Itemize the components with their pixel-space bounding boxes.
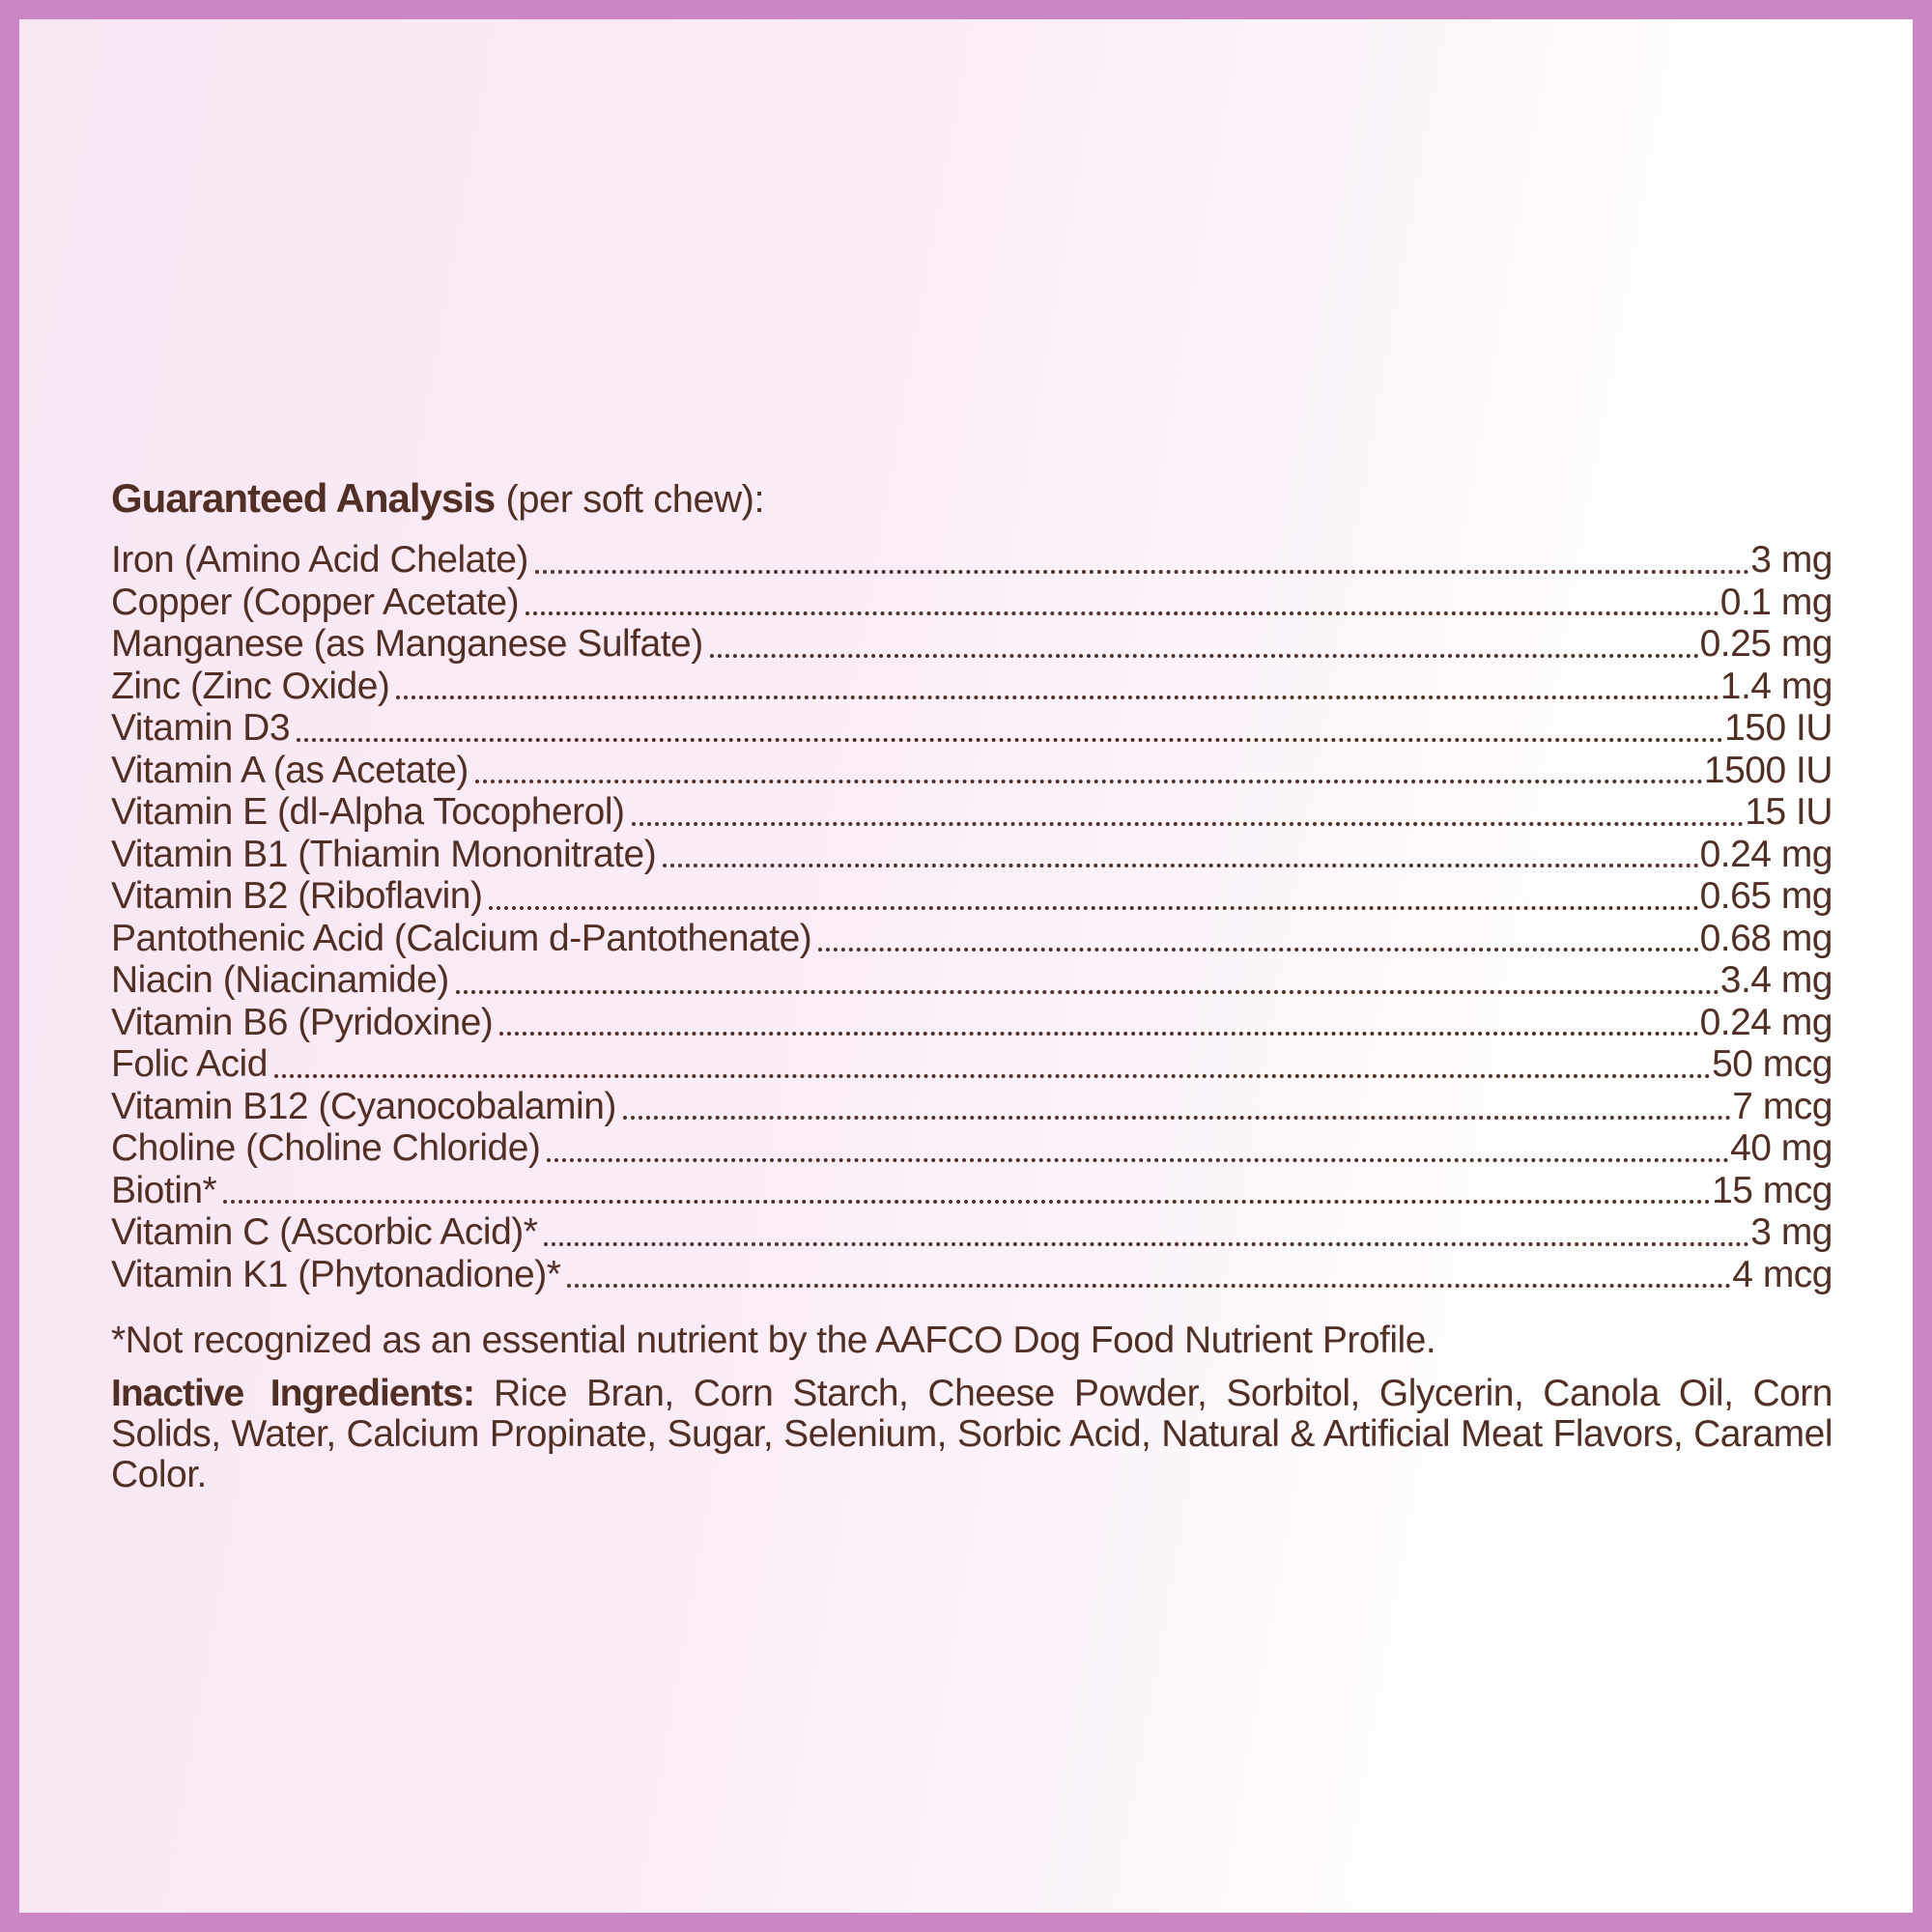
dot-leader [456,990,1719,994]
nutrient-name: Vitamin K1 (Phytonadione)* [111,1253,561,1295]
nutrient-name: Vitamin E (dl-Alpha Tocopherol) [111,791,625,833]
inactive-ingredients [111,1374,1833,1495]
nutrient-name: Manganese (as Manganese Sulfate) [111,623,703,665]
dot-leader [710,654,1699,658]
nutrient-name: Choline (Choline Chloride) [111,1127,541,1169]
analysis-row [111,959,1833,1002]
nutrient-value: 50 mcg [1712,1043,1833,1085]
nutrient-value: 1500 IU [1703,749,1833,791]
guaranteed-analysis-list [111,539,1833,1295]
analysis-row [111,1254,1833,1296]
nutrient-value: 3.4 mg [1719,959,1833,1001]
inactive-ingredients-label: Inactive Ingredients: [111,1373,474,1414]
nutrient-value: 7 mcg [1732,1085,1833,1127]
nutrient-name: Pantothenic Acid (Calcium d-Pantothenate) [111,917,812,959]
guaranteed-analysis-title: Guaranteed Analysis [111,475,496,521]
dot-leader [297,738,1723,742]
nutrient-name: Vitamin A (as Acetate) [111,749,469,791]
nutrient-value: 0.65 mg [1699,875,1833,917]
analysis-row [111,1170,1833,1212]
analysis-row [111,539,1833,582]
analysis-row [111,918,1833,960]
nutrient-value: 0.24 mg [1699,1001,1833,1043]
nutrient-name: Vitamin B2 (Riboflavin) [111,875,483,917]
analysis-row [111,834,1833,876]
nutrient-name: Zinc (Zinc Oxide) [111,665,390,707]
dot-leader [663,864,1698,867]
aafco-footnote: *Not recognized as an essential nutrient by the AAFCO Dog Food Nutrient Profile. [111,1320,1436,1361]
nutrient-name: Niacin (Niacinamide) [111,959,449,1001]
analysis-row [111,875,1833,918]
analysis-row [111,791,1833,834]
nutrient-name: Folic Acid [111,1043,268,1085]
nutrient-value: 4 mcg [1732,1253,1833,1295]
nutrient-value: 0.24 mg [1699,833,1833,875]
nutrient-value: 40 mg [1730,1127,1833,1169]
dot-leader [396,696,1719,699]
nutrient-value: 3 mg [1750,1211,1833,1253]
nutrient-value: 15 mcg [1712,1169,1833,1211]
dot-leader [526,611,1719,615]
analysis-row [111,1002,1833,1044]
dot-leader [475,780,1703,783]
analysis-row [111,1211,1833,1254]
nutrient-value: 3 mg [1750,539,1833,581]
nutrient-name: Vitamin D3 [111,707,291,749]
nutrient-name: Biotin* [111,1169,217,1211]
dot-leader [818,948,1698,952]
dot-leader [489,906,1698,910]
nutrient-value: 0.1 mg [1719,581,1833,623]
guaranteed-analysis-heading [111,475,1833,523]
analysis-row [111,623,1833,666]
nutrient-name: Vitamin B1 (Thiamin Mononitrate) [111,833,657,875]
dot-leader [623,1116,1731,1120]
dot-leader [544,1242,1749,1246]
analysis-row [111,1127,1833,1170]
label-content [111,475,1833,1495]
dot-leader [547,1158,1729,1162]
analysis-row [111,1086,1833,1128]
nutrient-value: 150 IU [1724,707,1833,749]
analysis-row [111,707,1833,750]
inactive-ingredients-text: Rice Bran, Corn Starch, Cheese Powder, Sorbitol, Glycerin, Canola Oil, Corn Solids, Water, Calcium Propinate, Sugar, Selenium, Sorbic Acid, Natural & Artificial Meat Flavors, Caramel Color. [111,1373,1833,1495]
nutrient-name: Vitamin B6 (Pyridoxine) [111,1001,494,1043]
per-soft-chew-note: (per soft chew): [505,478,765,521]
dot-leader [632,822,1745,826]
nutrient-name: Vitamin C (Ascorbic Acid)* [111,1211,538,1253]
dot-leader [499,1032,1698,1036]
dot-leader [223,1200,1711,1204]
nutrient-value: 0.25 mg [1699,623,1833,665]
dot-leader [567,1284,1731,1288]
nutrient-name: Iron (Amino Acid Chelate) [111,539,528,581]
analysis-row [111,750,1833,792]
nutrient-name: Vitamin B12 (Cyanocobalamin) [111,1085,616,1127]
analysis-row [111,1043,1833,1086]
analysis-row [111,666,1833,708]
nutrient-name: Copper (Copper Acetate) [111,581,520,623]
dot-leader [274,1074,1711,1078]
analysis-row [111,582,1833,624]
dot-leader [535,570,1749,574]
nutrient-value: 15 IU [1745,791,1833,833]
nutrient-value: 1.4 mg [1719,665,1833,707]
nutrient-value: 0.68 mg [1699,917,1833,959]
